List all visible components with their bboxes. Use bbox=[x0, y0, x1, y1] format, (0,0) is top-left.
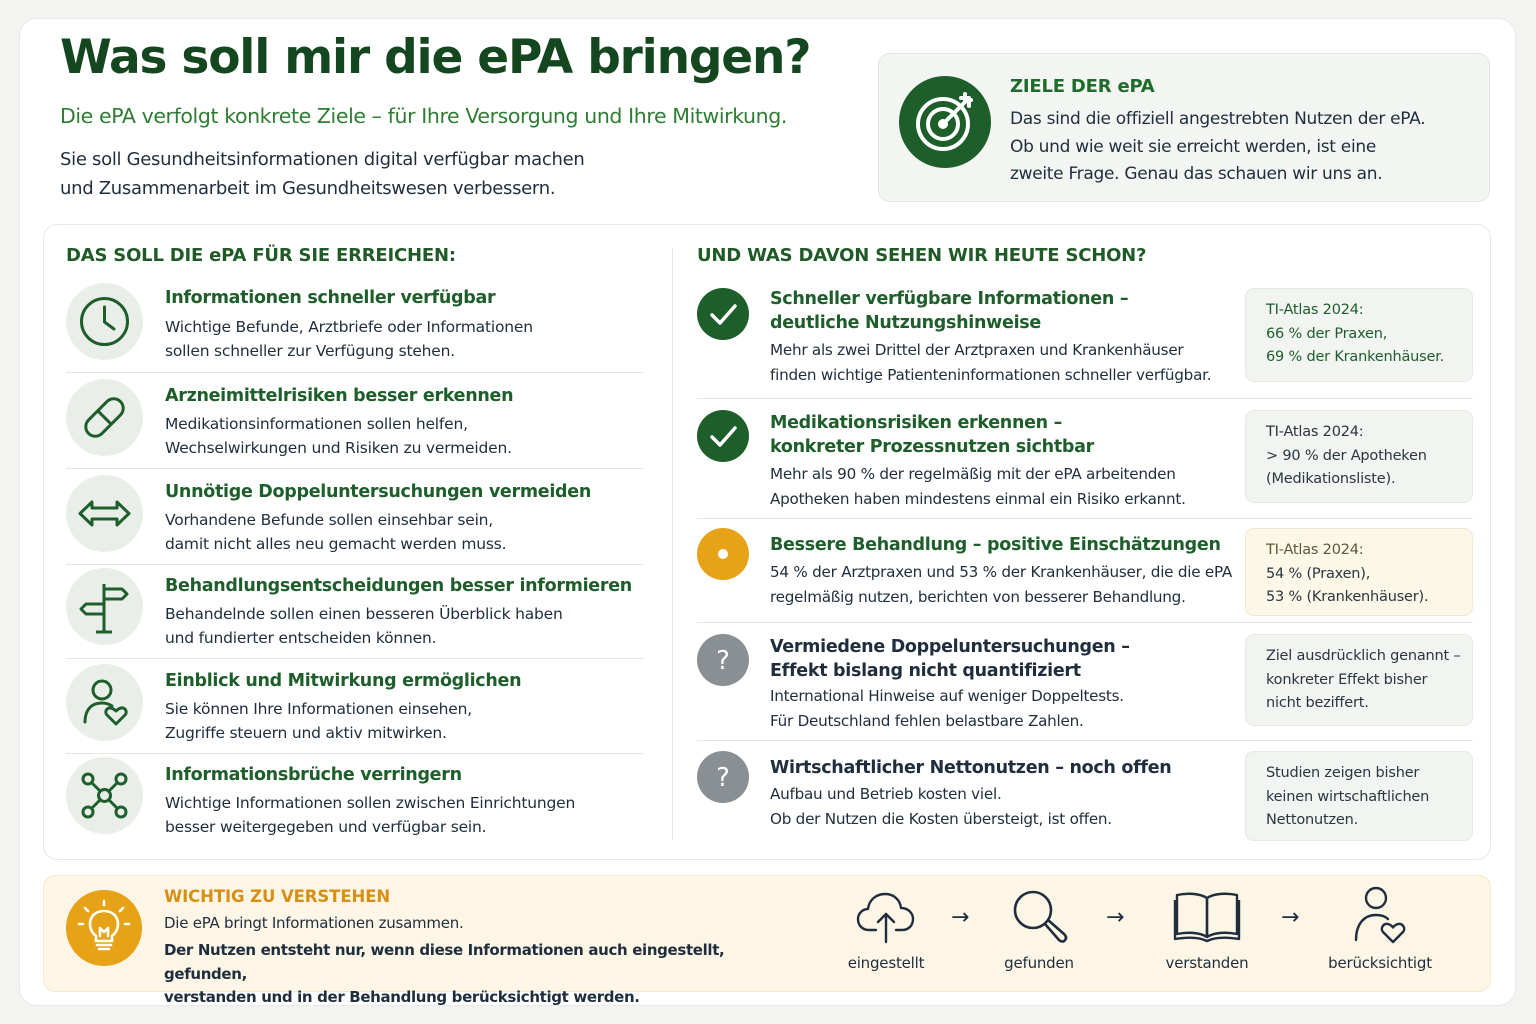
cloud-upload-icon bbox=[854, 884, 918, 948]
pill-icon bbox=[66, 379, 143, 456]
evidence-title-line: konkreter Prozessnutzen sichtbar bbox=[770, 437, 1094, 457]
goal-item-line: Wichtige Befunde, Arztbriefe oder Informationen bbox=[165, 318, 533, 336]
evidence-item-text bbox=[770, 782, 1240, 831]
step-gefunden bbox=[959, 884, 1119, 984]
flow-arrow: → bbox=[1281, 905, 1300, 930]
source-box bbox=[1245, 410, 1473, 503]
question-icon bbox=[697, 751, 749, 803]
step-label: berücksichtigt bbox=[1328, 954, 1432, 972]
goals-box-title: ZIELE DER ePA bbox=[1010, 76, 1155, 97]
row-divider bbox=[697, 622, 1473, 623]
goal-item-title: Informationsbrüche verringern bbox=[165, 765, 462, 785]
goal-item-title: Arzneimittelrisiken besser erkennen bbox=[165, 386, 514, 406]
page-subtitle: Die ePA verfolgt konkrete Ziele – für Ihre Versorgung und Ihre Mitwirkung. bbox=[60, 104, 787, 128]
goal-item-text bbox=[165, 315, 635, 363]
goal-item-title: Behandlungsentscheidungen besser informieren bbox=[165, 576, 632, 596]
evidence-item-text bbox=[770, 462, 1240, 511]
goal-item-line: besser weitergegeben und verfügbar sein. bbox=[165, 818, 487, 836]
source-line: (Medikationsliste). bbox=[1266, 471, 1396, 487]
evidence-text-line: finden wichtige Patienteninformationen schneller verfügbar. bbox=[770, 365, 1212, 384]
row-divider bbox=[66, 372, 644, 373]
magnifier-icon bbox=[1007, 884, 1071, 948]
goal-item-line: damit nicht alles neu gemacht werden muss. bbox=[165, 535, 507, 553]
right-column-heading: UND WAS DAVON SEHEN WIR HEUTE SCHON? bbox=[697, 245, 1147, 266]
source-line: TI-Atlas 2024: bbox=[1266, 542, 1364, 558]
source-line: TI-Atlas 2024: bbox=[1266, 302, 1364, 318]
info-strip-emphasis bbox=[164, 939, 804, 1010]
signpost-icon bbox=[66, 568, 143, 645]
goal-item bbox=[66, 375, 644, 469]
info-strip-emphasis-line: Der Nutzen entsteht nur, wenn diese Informationen auch eingestellt, gefunden, bbox=[164, 941, 725, 983]
lightbulb-icon bbox=[66, 890, 142, 966]
evidence-item bbox=[697, 286, 1473, 396]
row-divider bbox=[697, 398, 1473, 399]
goal-item bbox=[66, 279, 644, 373]
evidence-text-line: Apotheken haben mindestens einmal ein Risiko erkannt. bbox=[770, 489, 1186, 508]
person-heart-icon bbox=[1348, 884, 1412, 948]
source-line: TI-Atlas 2024: bbox=[1266, 424, 1364, 440]
step-beruecksichtigt bbox=[1300, 884, 1460, 984]
dot-icon bbox=[697, 528, 749, 580]
source-line: 53 % (Krankenhäuser). bbox=[1266, 589, 1429, 605]
goals-box-line: Ob und wie weit sie erreicht werden, ist eine bbox=[1010, 136, 1376, 157]
left-column-heading: DAS SOLL DIE ePA FÜR SIE ERREICHEN: bbox=[66, 245, 456, 266]
evidence-text-line: Mehr als 90 % der regelmäßig mit der ePA arbeitenden bbox=[770, 465, 1176, 483]
source-box bbox=[1245, 751, 1473, 841]
source-line: keinen wirtschaftlichen bbox=[1266, 788, 1430, 805]
row-divider bbox=[66, 468, 644, 469]
evidence-item-title bbox=[770, 411, 1230, 459]
clock-icon bbox=[66, 283, 143, 360]
person-heart-icon bbox=[66, 664, 143, 741]
goals-box-line: Das sind die offiziell angestrebten Nutzen der ePA. bbox=[1010, 109, 1426, 129]
goal-item-line: Zugriffe steuern und aktiv mitwirken. bbox=[165, 724, 447, 742]
evidence-item-title bbox=[770, 533, 1230, 557]
evidence-item-title bbox=[770, 756, 1230, 780]
goal-item bbox=[66, 660, 644, 754]
column-divider bbox=[672, 248, 673, 840]
step-label: gefunden bbox=[1004, 954, 1074, 972]
goal-item-text bbox=[165, 412, 635, 460]
row-divider bbox=[66, 658, 644, 659]
goals-box bbox=[878, 53, 1490, 202]
goal-item-line: Behandelnde sollen einen besseren Überblick haben bbox=[165, 605, 563, 623]
evidence-text-line: Mehr als zwei Drittel der Arztpraxen und Krankenhäuser bbox=[770, 341, 1184, 359]
evidence-text-line: Für Deutschland fehlen belastbare Zahlen. bbox=[770, 711, 1084, 730]
evidence-item bbox=[697, 528, 1473, 624]
goal-item-text bbox=[165, 791, 635, 839]
step-verstanden bbox=[1127, 884, 1287, 984]
source-line: Studien zeigen bisher bbox=[1266, 765, 1420, 781]
evidence-title-line: Wirtschaftlicher Nettonutzen – noch offen bbox=[770, 758, 1172, 778]
target-icon bbox=[899, 76, 991, 168]
goal-item bbox=[66, 754, 644, 848]
step-eingestellt bbox=[806, 884, 966, 984]
evidence-title-line: Effekt bislang nicht quantifiziert bbox=[770, 661, 1081, 681]
goal-item bbox=[66, 565, 644, 659]
goal-item-text bbox=[165, 508, 635, 556]
info-strip-emphasis-line: verstanden und in der Behandlung berücksichtigt werden. bbox=[164, 988, 640, 1006]
goal-item-line: Wichtige Informationen sollen zwischen Einrichtungen bbox=[165, 794, 576, 812]
page-title: Was soll mir die ePA bringen? bbox=[60, 30, 811, 85]
goals-box-text bbox=[1010, 106, 1470, 189]
source-line: > 90 % der Apotheken bbox=[1266, 447, 1427, 464]
source-box bbox=[1245, 528, 1473, 616]
goal-item-line: und fundierter entscheiden können. bbox=[165, 629, 437, 647]
intro-line: und Zusammenarbeit im Gesundheitswesen verbessern. bbox=[60, 178, 556, 199]
svg-text:?: ? bbox=[716, 763, 730, 793]
evidence-item bbox=[697, 410, 1473, 520]
goal-item-line: Vorhandene Befunde sollen einsehbar sein, bbox=[165, 511, 494, 529]
goals-box-line: zweite Frage. Genau das schauen wir uns an. bbox=[1010, 164, 1383, 184]
goal-item-title: Informationen schneller verfügbar bbox=[165, 288, 496, 308]
goal-item-line: sollen schneller zur Verfügung stehen. bbox=[165, 342, 455, 360]
check-icon bbox=[697, 410, 749, 462]
evidence-title-line: Bessere Behandlung – positive Einschätzungen bbox=[770, 535, 1221, 555]
source-box bbox=[1245, 288, 1473, 382]
source-line: 69 % der Krankenhäuser. bbox=[1266, 349, 1445, 365]
goal-item-title: Unnötige Doppeluntersuchungen vermeiden bbox=[165, 482, 591, 502]
source-line: Nettonutzen. bbox=[1266, 812, 1359, 828]
goal-item bbox=[66, 471, 644, 565]
row-divider bbox=[697, 518, 1473, 519]
goal-item-text bbox=[165, 697, 635, 745]
info-strip-title: WICHTIG ZU VERSTEHEN bbox=[164, 887, 391, 906]
evidence-title-line: Vermiedene Doppeluntersuchungen – bbox=[770, 637, 1130, 657]
check-icon bbox=[697, 288, 749, 340]
evidence-item-text bbox=[770, 560, 1240, 609]
evidence-item bbox=[697, 634, 1473, 742]
evidence-item-text bbox=[770, 684, 1240, 733]
evidence-text-line: 54 % der Arztpraxen und 53 % der Krankenhäuser, die die ePA bbox=[770, 563, 1233, 581]
source-line: 54 % (Praxen), bbox=[1266, 565, 1371, 582]
evidence-title-line: deutliche Nutzungshinweise bbox=[770, 313, 1041, 333]
double-arrow-icon bbox=[66, 475, 143, 552]
flow-arrow: → bbox=[951, 905, 970, 930]
source-line: Ziel ausdrücklich genannt – bbox=[1266, 648, 1461, 664]
evidence-item-text bbox=[770, 338, 1240, 387]
evidence-item bbox=[697, 751, 1473, 843]
step-label: verstanden bbox=[1165, 954, 1249, 972]
evidence-text-line: Ob der Nutzen die Kosten übersteigt, ist offen. bbox=[770, 809, 1112, 828]
open-book-icon bbox=[1171, 884, 1243, 948]
info-strip-text: Die ePA bringt Informationen zusammen. bbox=[164, 914, 464, 932]
source-line: nicht beziffert. bbox=[1266, 695, 1369, 711]
goal-item-title: Einblick und Mitwirkung ermöglichen bbox=[165, 671, 522, 691]
evidence-title-line: Medikationsrisiken erkennen – bbox=[770, 413, 1063, 433]
goal-item-text bbox=[165, 602, 635, 650]
network-icon bbox=[66, 757, 143, 834]
evidence-text-line: regelmäßig nutzen, berichten von besserer Behandlung. bbox=[770, 587, 1186, 606]
evidence-item-title bbox=[770, 635, 1230, 683]
source-box bbox=[1245, 634, 1473, 726]
evidence-title-line: Schneller verfügbare Informationen – bbox=[770, 289, 1129, 309]
source-line: konkreter Effekt bisher bbox=[1266, 671, 1428, 688]
row-divider bbox=[697, 740, 1473, 741]
goal-item-line: Sie können Ihre Informationen einsehen, bbox=[165, 700, 472, 718]
step-label: eingestellt bbox=[847, 954, 925, 972]
flow-arrow: → bbox=[1106, 905, 1125, 930]
evidence-item-title bbox=[770, 287, 1230, 335]
svg-text:?: ? bbox=[716, 646, 730, 676]
source-line: 66 % der Praxen, bbox=[1266, 325, 1388, 342]
question-icon bbox=[697, 634, 749, 686]
goal-item-line: Medikationsinformationen sollen helfen, bbox=[165, 415, 468, 433]
intro-text bbox=[60, 145, 680, 203]
evidence-text-line: Aufbau und Betrieb kosten viel. bbox=[770, 785, 1002, 803]
goal-item-line: Wechselwirkungen und Risiken zu vermeiden. bbox=[165, 439, 512, 457]
evidence-text-line: International Hinweise auf weniger Doppeltests. bbox=[770, 687, 1124, 705]
intro-line: Sie soll Gesundheitsinformationen digital verfügbar machen bbox=[60, 149, 585, 170]
